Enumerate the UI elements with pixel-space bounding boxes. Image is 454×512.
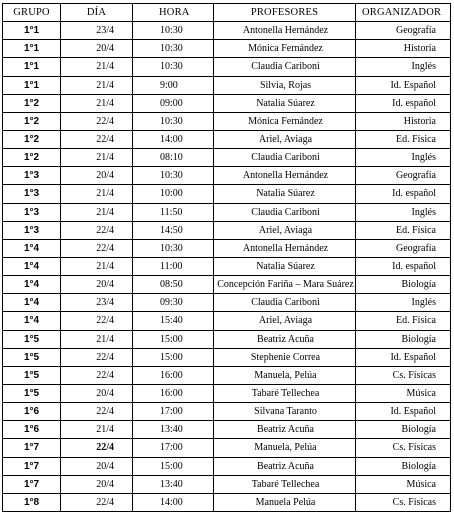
hora-cell: 08:10 (133, 149, 214, 167)
grupo-cell: 1°7 (3, 457, 61, 475)
hora-cell: 9:00 (133, 76, 214, 94)
grupo-cell: 1°5 (3, 366, 61, 384)
grupo-cell: 1°3 (3, 167, 61, 185)
dia-cell: 22/4 (61, 312, 133, 330)
dia-cell: 21/4 (61, 58, 133, 76)
organizador-cell: Biología (356, 276, 451, 294)
profesores-cell: Concepción Fariña – Mara Suárez (214, 276, 356, 294)
hora-cell: 15:40 (133, 312, 214, 330)
organizador-cell: Inglés (356, 149, 451, 167)
table-row (3, 421, 451, 439)
hora-cell: 10:00 (133, 185, 214, 203)
profesores-cell: Stephenie Correa (214, 348, 356, 366)
hora-cell: 10:30 (133, 58, 214, 76)
header-hora: HORA (133, 4, 214, 22)
grupo-cell: 1°2 (3, 149, 61, 167)
hora-cell: 17:00 (133, 439, 214, 457)
hora-cell: 09:30 (133, 294, 214, 312)
hora-cell: 15:00 (133, 457, 214, 475)
table-row (3, 366, 451, 384)
profesores-cell: Natalia Súarez (214, 185, 356, 203)
profesores-cell: Antonella Hernández (214, 22, 356, 40)
profesores-cell: Ariel, Aviaga (214, 130, 356, 148)
table-row (3, 149, 451, 167)
profesores-cell: Beatriz Acuña (214, 330, 356, 348)
table-row (3, 348, 451, 366)
hora-cell: 13:40 (133, 421, 214, 439)
profesores-cell: Ariel, Aviaga (214, 312, 356, 330)
grupo-cell: 1°1 (3, 22, 61, 40)
profesores-cell: Antonella Hernández (214, 239, 356, 257)
hora-cell: 17:00 (133, 403, 214, 421)
grupo-cell: 1°4 (3, 312, 61, 330)
grupo-cell: 1°3 (3, 203, 61, 221)
dia-cell: 23/4 (61, 22, 133, 40)
grupo-cell: 1°1 (3, 58, 61, 76)
grupo-cell: 1°2 (3, 112, 61, 130)
table-row (3, 203, 451, 221)
organizador-cell: Cs. Físicas (356, 439, 451, 457)
organizador-cell: Id. Español (356, 348, 451, 366)
dia-cell: 22/4 (61, 439, 133, 457)
organizador-cell: Ed. Física (356, 312, 451, 330)
dia-cell: 20/4 (61, 167, 133, 185)
dia-cell: 21/4 (61, 149, 133, 167)
organizador-cell: Geografía (356, 22, 451, 40)
hora-cell: 10:30 (133, 167, 214, 185)
grupo-cell: 1°4 (3, 276, 61, 294)
profesores-cell: Antonella Hernández (214, 167, 356, 185)
dia-cell: 21/4 (61, 185, 133, 203)
grupo-cell: 1°5 (3, 384, 61, 402)
profesores-cell: Mónica Fernández (214, 40, 356, 58)
grupo-cell: 1°8 (3, 493, 61, 511)
organizador-cell: Cs. Físicas (356, 493, 451, 511)
dia-cell: 22/4 (61, 221, 133, 239)
organizador-cell: Ed. Física (356, 221, 451, 239)
table-row (3, 239, 451, 257)
header-dia: DÍA (61, 4, 133, 22)
hora-cell: 10:30 (133, 112, 214, 130)
table-row (3, 294, 451, 312)
hora-cell: 16:00 (133, 384, 214, 402)
organizador-cell: Historia (356, 112, 451, 130)
table-row (3, 403, 451, 421)
table-row (3, 221, 451, 239)
profesores-cell: Silvana Taranto (214, 403, 356, 421)
table-row (3, 112, 451, 130)
organizador-cell: Id. español (356, 94, 451, 112)
profesores-cell: Manuela, Pelúa (214, 366, 356, 384)
dia-cell: 22/4 (61, 348, 133, 366)
profesores-cell: Natalia Súarez (214, 257, 356, 275)
dia-cell: 21/4 (61, 76, 133, 94)
hora-cell: 11:50 (133, 203, 214, 221)
table-row (3, 384, 451, 402)
profesores-cell: Claudia Cariboni (214, 58, 356, 76)
profesores-cell: Natalia Súarez (214, 94, 356, 112)
dia-cell: 20/4 (61, 457, 133, 475)
hora-cell: 16:00 (133, 366, 214, 384)
organizador-cell: Ed. Física (356, 130, 451, 148)
dia-cell: 22/4 (61, 112, 133, 130)
profesores-cell: Beatriz Acuña (214, 421, 356, 439)
schedule-table-container (2, 3, 450, 512)
table-row (3, 58, 451, 76)
header-grupo: GRUPO (3, 4, 61, 22)
organizador-cell: Biología (356, 457, 451, 475)
grupo-cell: 1°1 (3, 76, 61, 94)
hora-cell: 15:00 (133, 348, 214, 366)
grupo-cell: 1°6 (3, 403, 61, 421)
dia-cell: 20/4 (61, 384, 133, 402)
grupo-cell: 1°3 (3, 221, 61, 239)
profesores-cell: Tabaré Tellechea (214, 475, 356, 493)
hora-cell: 10:30 (133, 239, 214, 257)
grupo-cell: 1°6 (3, 421, 61, 439)
dia-cell: 22/4 (61, 403, 133, 421)
dia-cell: 22/4 (61, 130, 133, 148)
profesores-cell: Ariel, Aviaga (214, 221, 356, 239)
table-row (3, 185, 451, 203)
profesores-cell: Beatriz Acuña (214, 457, 356, 475)
organizador-cell: Música (356, 475, 451, 493)
dia-cell: 21/4 (61, 94, 133, 112)
hora-cell: 11:00 (133, 257, 214, 275)
profesores-cell: Manuela Pelúa (214, 493, 356, 511)
table-row (3, 439, 451, 457)
dia-cell: 20/4 (61, 276, 133, 294)
hora-cell: 10:30 (133, 40, 214, 58)
hora-cell: 14:00 (133, 130, 214, 148)
organizador-cell: Biología (356, 421, 451, 439)
profesores-cell: Tabaré Tellechea (214, 384, 356, 402)
profesores-cell: Manuela, Pelúa (214, 439, 356, 457)
organizador-cell: Id. español (356, 257, 451, 275)
grupo-cell: 1°7 (3, 439, 61, 457)
grupo-cell: 1°7 (3, 475, 61, 493)
grupo-cell: 1°3 (3, 185, 61, 203)
schedule-table (2, 3, 451, 512)
dia-cell: 22/4 (61, 366, 133, 384)
table-row (3, 312, 451, 330)
dia-cell: 22/4 (61, 239, 133, 257)
grupo-cell: 1°1 (3, 40, 61, 58)
dia-cell: 23/4 (61, 294, 133, 312)
hora-cell: 13:40 (133, 475, 214, 493)
profesores-cell: Silvia, Rojas (214, 76, 356, 94)
table-row (3, 475, 451, 493)
grupo-cell: 1°4 (3, 257, 61, 275)
table-row (3, 40, 451, 58)
table-row (3, 276, 451, 294)
grupo-cell: 1°5 (3, 330, 61, 348)
header-profesores: PROFESORES (214, 4, 356, 22)
grupo-cell: 1°4 (3, 294, 61, 312)
organizador-cell: Cs. Físicas (356, 366, 451, 384)
table-body (3, 22, 451, 512)
table-row (3, 257, 451, 275)
organizador-cell: Historia (356, 40, 451, 58)
table-row (3, 130, 451, 148)
hora-cell: 08:50 (133, 276, 214, 294)
organizador-cell: Biología (356, 330, 451, 348)
organizador-cell: Inglés (356, 203, 451, 221)
organizador-cell: Geografía (356, 239, 451, 257)
table-row (3, 76, 451, 94)
dia-cell: 20/4 (61, 40, 133, 58)
header-organizador: ORGANIZADOR (356, 4, 451, 22)
profesores-cell: Claudia Cariboni (214, 149, 356, 167)
dia-cell: 22/4 (61, 493, 133, 511)
profesores-cell: Claudia Cariboni (214, 203, 356, 221)
hora-cell: 09:00 (133, 94, 214, 112)
table-row (3, 457, 451, 475)
grupo-cell: 1°2 (3, 130, 61, 148)
organizador-cell: Música (356, 384, 451, 402)
organizador-cell: Id. Español (356, 403, 451, 421)
hora-cell: 14:00 (133, 493, 214, 511)
table-row (3, 330, 451, 348)
profesores-cell: Mónica Fernández (214, 112, 356, 130)
grupo-cell: 1°4 (3, 239, 61, 257)
dia-cell: 21/4 (61, 421, 133, 439)
profesores-cell: Claudia Cariboni (214, 294, 356, 312)
grupo-cell: 1°2 (3, 94, 61, 112)
hora-cell: 14:50 (133, 221, 214, 239)
dia-cell: 21/4 (61, 330, 133, 348)
table-row (3, 493, 451, 511)
organizador-cell: Id. Español (356, 76, 451, 94)
organizador-cell: Id. español (356, 185, 451, 203)
dia-cell: 20/4 (61, 475, 133, 493)
organizador-cell: Geografía (356, 167, 451, 185)
table-header-row (3, 4, 451, 22)
table-row (3, 22, 451, 40)
dia-cell: 21/4 (61, 257, 133, 275)
dia-cell: 21/4 (61, 203, 133, 221)
organizador-cell: Inglés (356, 58, 451, 76)
table-row (3, 94, 451, 112)
grupo-cell: 1°5 (3, 348, 61, 366)
hora-cell: 10:30 (133, 22, 214, 40)
hora-cell: 15:00 (133, 330, 214, 348)
organizador-cell: Inglés (356, 294, 451, 312)
table-row (3, 167, 451, 185)
